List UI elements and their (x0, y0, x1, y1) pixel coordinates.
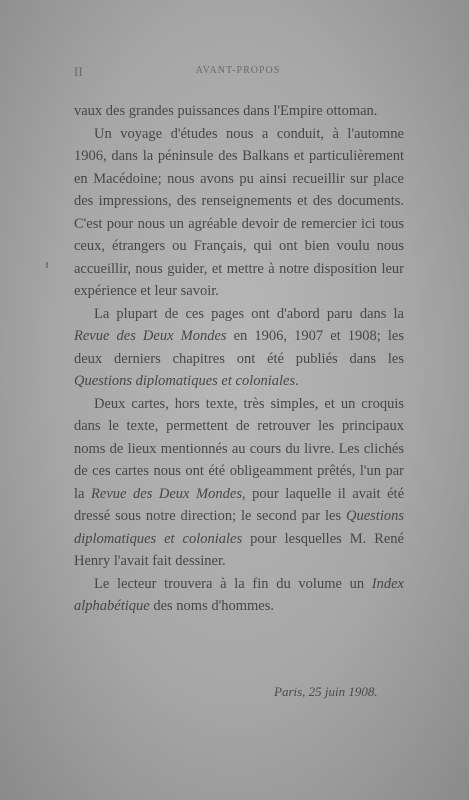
paragraph-3-text-c: . (295, 373, 299, 389)
running-head: AVANT-PROPOS (195, 65, 281, 76)
page-header (74, 64, 402, 82)
margin-mark (46, 262, 48, 268)
paragraph-1: vaux des grandes puissances dans l'Empire ottoman. (74, 103, 378, 119)
paragraph-3 (74, 303, 404, 393)
paragraph-4 (74, 393, 404, 573)
paragraph-4-text-c: pour lesquelles M. René Henry l'avait fait dessiner. (74, 530, 404, 569)
body-text (74, 100, 404, 618)
paragraph-5-text-b: des noms d'hommes. (149, 598, 274, 614)
revue-title: Revue des Deux Mondes (91, 485, 242, 502)
paragraph-4-text-a: Deux cartes, hors texte, très simples, et un croquis dans le texte, permettent de retrouver les principaux noms de lieux mentionnés au cours du livre. Les clichés de ces cartes nous ont été obligeamment prêtés, l'un par la (74, 395, 404, 502)
questions-title: Questions diplomatiques et coloniales (74, 373, 296, 389)
index-title: Index alphabétique (74, 575, 404, 614)
place-date-signature: Paris, 25 juin 1908. (274, 684, 378, 699)
paragraph-2: Un voyage d'études nous a conduit, à l'automne 1906, dans la péninsule des Balkans et particulièrement en Macédoine; nous avons pu ainsi recueillir sur place des impressions, des renseignements et des documents. C'est pour nous un agréable devoir de remercier ici tous ceux, étrangers ou Français, qui ont bien voulu nous accueillir, nous guider, et mettre à notre disposition leur expérience et leur savoir. (74, 125, 404, 299)
paragraph-4-text-b: , pour laquelle il avait été dressé sous notre direction; le second par les (74, 485, 405, 524)
paragraph-5-text-a: Le lecteur trouvera à la fin du volume un (94, 575, 372, 592)
paragraph-3-text-a: La plupart de ces pages ont d'abord paru dans la (94, 305, 404, 322)
paragraph-5 (74, 573, 404, 618)
page-number: II (74, 64, 83, 79)
paragraph-3-text-b: en 1906, 1907 et 1908; les deux derniers chapitres ont été publiés dans les (74, 328, 404, 367)
revue-title: Revue des Deux Mondes (74, 328, 227, 344)
questions-title: Questions diplomatiques et coloniales (74, 508, 404, 547)
